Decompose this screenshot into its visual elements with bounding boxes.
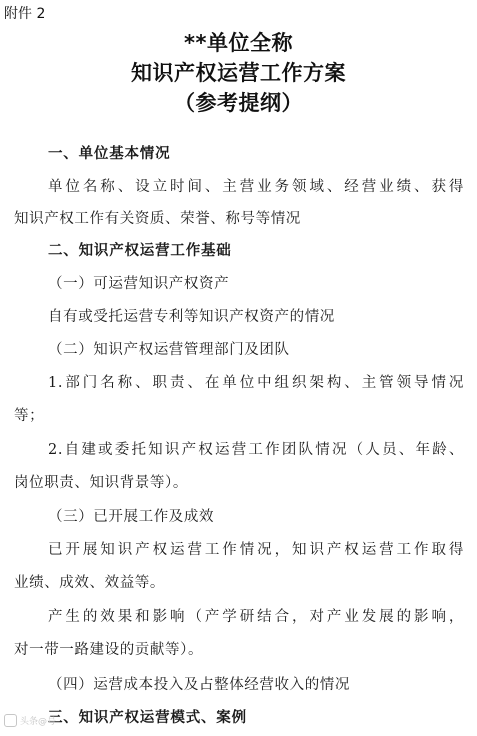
- subsection-1-text: 自有或受托运营专利等知识产权资产的情况: [48, 309, 335, 325]
- subsection-2-heading: （二）知识产权运营管理部门及团队: [48, 342, 290, 358]
- watermark: [4, 714, 56, 727]
- subsection-3-paragraph-1-line-2: 业绩、成效、效益等。: [14, 575, 165, 591]
- title-line-1: **单位全称: [184, 31, 293, 55]
- title-line-2: 知识产权运营工作方案: [131, 61, 346, 85]
- subsection-1-heading: （一）可运营知识产权资产: [48, 276, 230, 292]
- section-3-heading: 三、知识产权运营模式、案例: [48, 710, 247, 726]
- item-1-line-2: 等；: [14, 408, 45, 424]
- document-title: [0, 28, 477, 118]
- section-2-heading: 二、知识产权运营工作基础: [48, 243, 232, 259]
- subsection-3-paragraph-2-line-2: 对一带一路建设的贡献等）。: [14, 642, 204, 658]
- subsection-3-paragraph-2-line-1: 产生的效果和影响（产学研结合，对产业发展的影响，: [48, 609, 464, 625]
- attachment-label: 附件 2: [4, 6, 46, 22]
- subsection-3-heading: （三）已开展工作及成效: [48, 509, 215, 525]
- logo-icon: [4, 714, 17, 727]
- item-1-line-1: 1.部门名称、职责、在单位中组织架构、主管领导情况: [48, 375, 464, 391]
- subsection-4-heading: （四）运营成本投入及占整体经营收入的情况: [48, 677, 350, 693]
- title-line-3: （参考提纲）: [174, 91, 303, 115]
- watermark-text: 头条@号: [20, 717, 57, 727]
- item-2-line-2: 岗位职责、知识背景等）。: [14, 475, 188, 491]
- subsection-3-paragraph-1-line-1: 已开展知识产权运营工作情况，知识产权运营工作取得: [48, 542, 464, 558]
- item-2-line-1: 2.自建或委托知识产权运营工作团队情况（人员、年龄、: [48, 442, 464, 458]
- section-1-paragraph-line-2: 知识产权工作有关资质、荣誉、称号等情况: [14, 211, 301, 227]
- section-1-heading: 一、单位基本情况: [48, 146, 171, 162]
- section-1-paragraph-line-1: 单位名称、设立时间、主营业务领域、经营业绩、获得: [48, 179, 464, 195]
